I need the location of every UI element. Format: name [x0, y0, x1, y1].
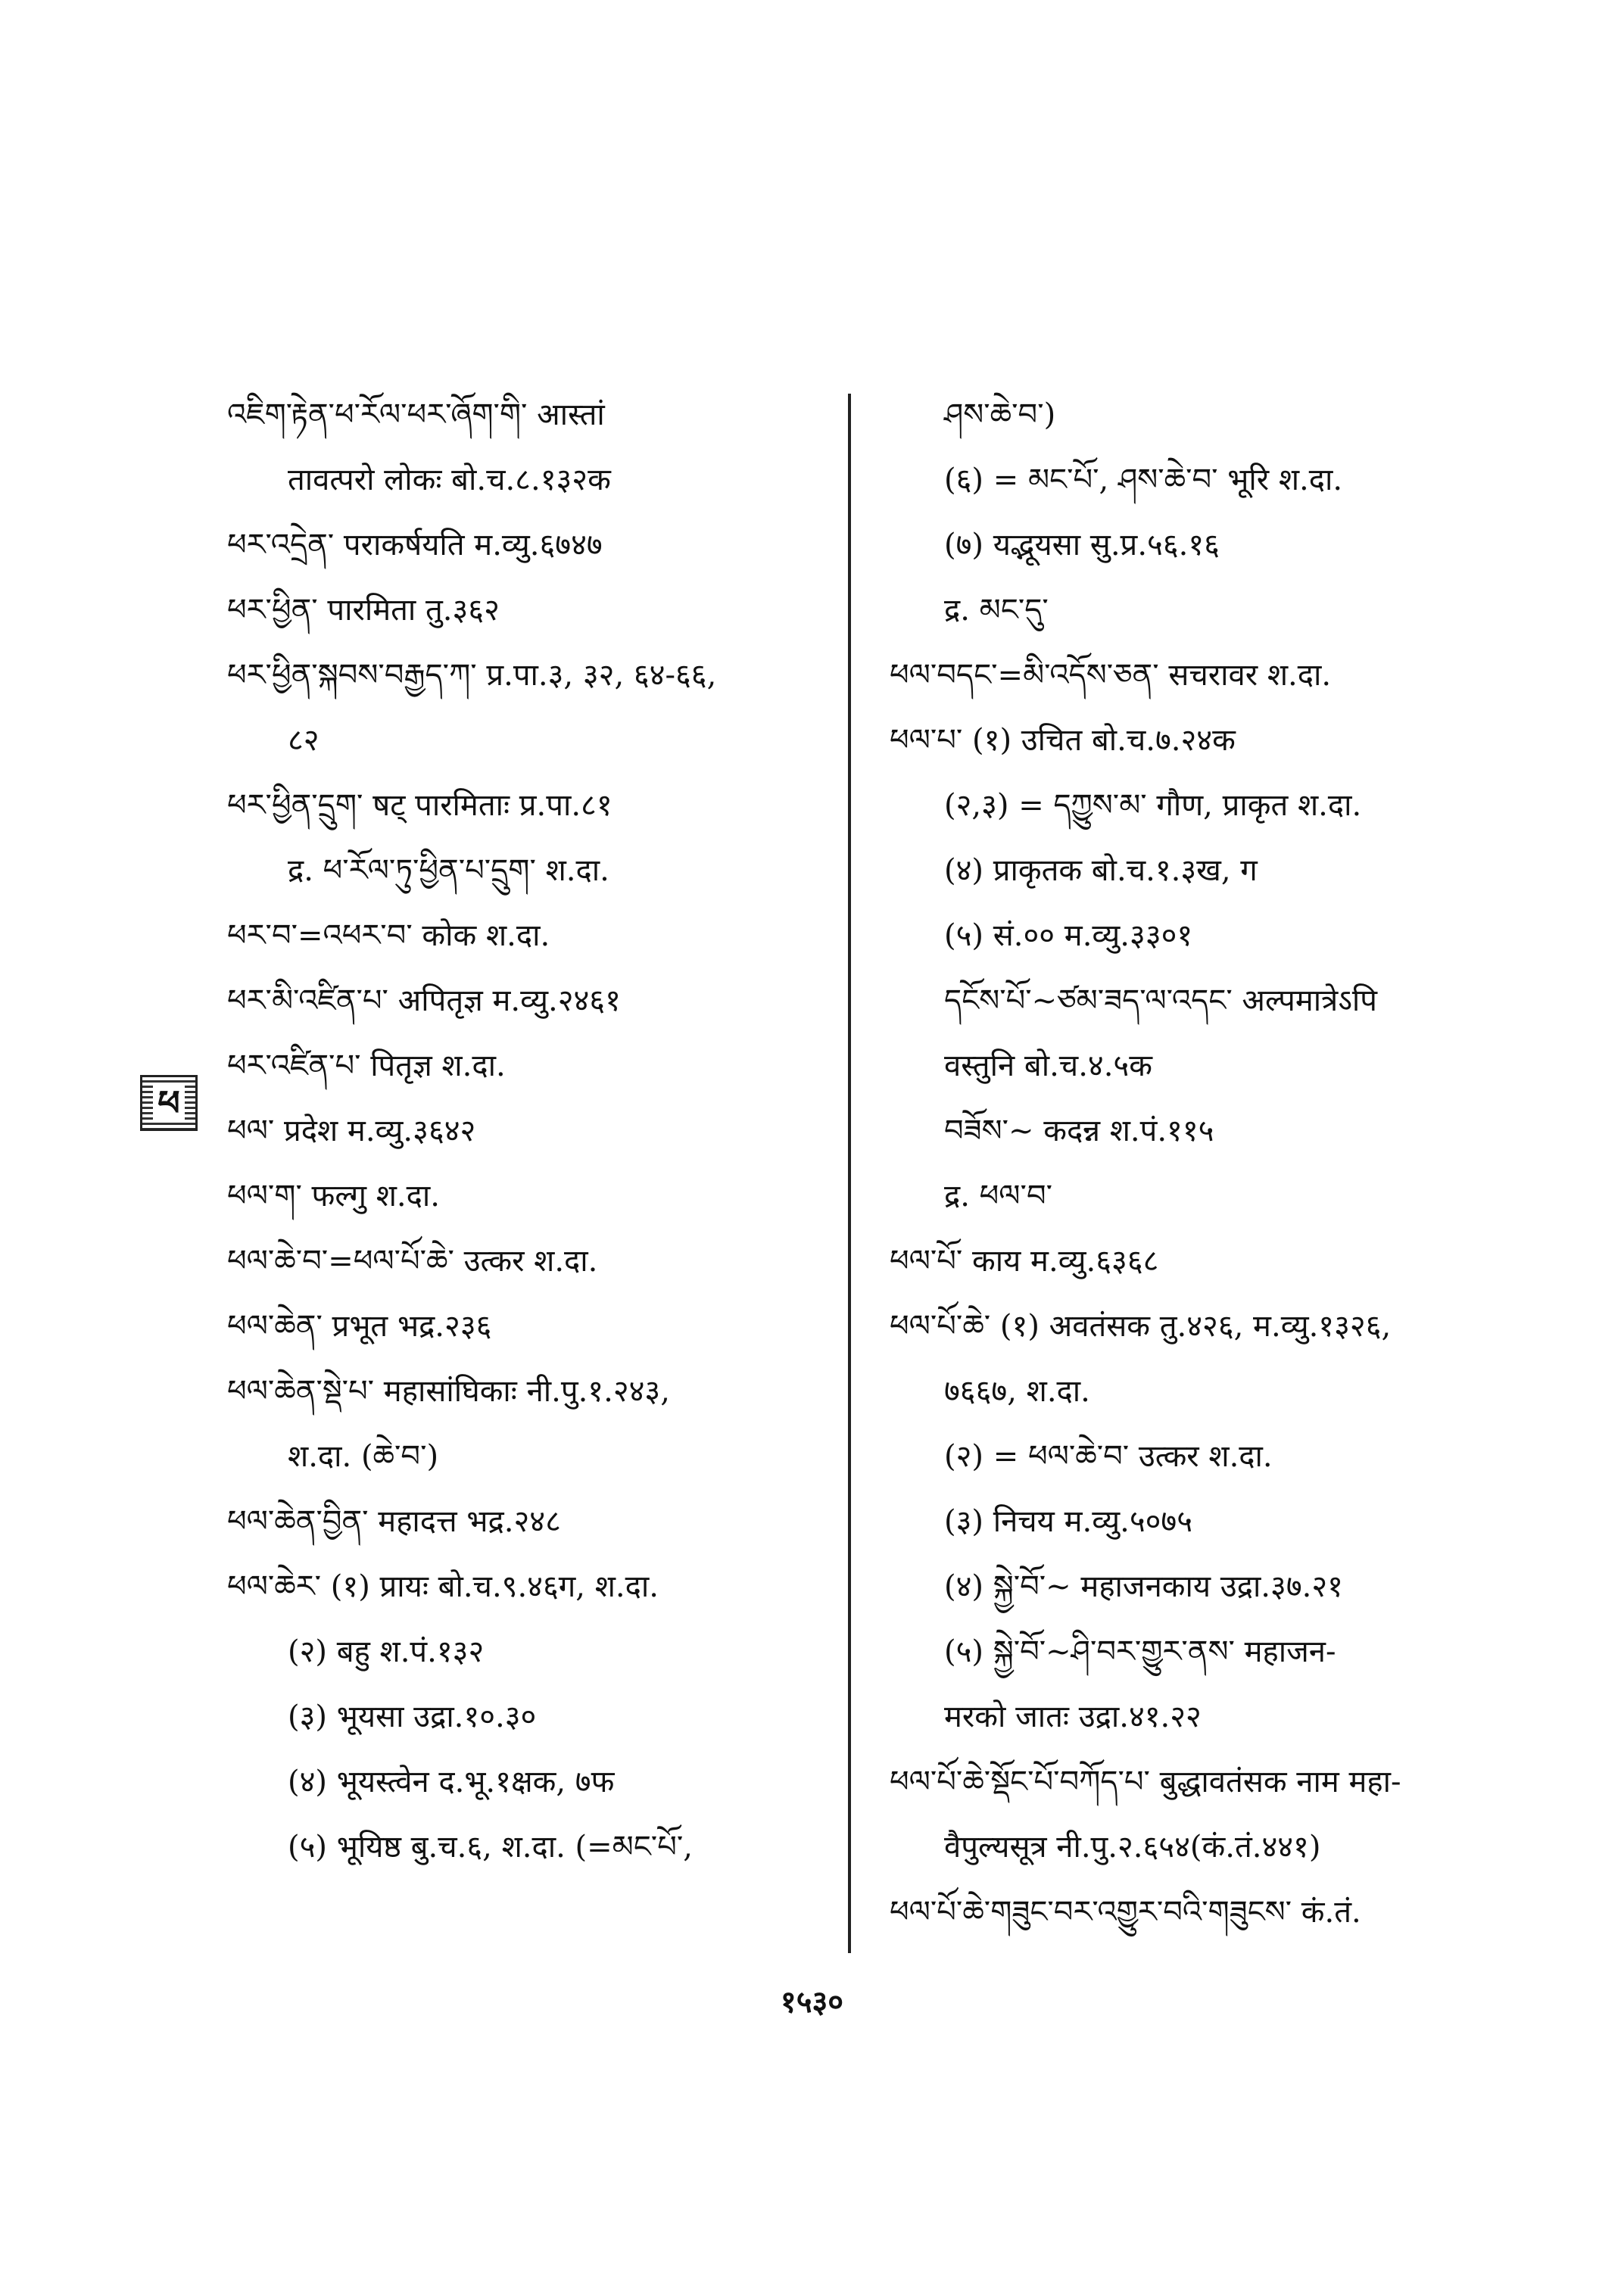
entry-line: ཕལ་ཆེན་བྱིན་ महादत्त भद्र.२४८ — [227, 1504, 561, 1539]
entry-line: ཕལ་པོ་ काय म.व्यु.६३६८ — [890, 1244, 1159, 1279]
entry-line: (३) भूयसा उद्रा.१०.३० — [288, 1699, 537, 1734]
entry-line: ཕལ་པ་ (१) उचित बो.च.७.२४क — [890, 723, 1236, 758]
entry-line: ཕར་ཕྱིན་སྐབས་བརྒྱད་ཀ་ प्र.पा.३, ३२, ६४-६६, — [227, 658, 717, 693]
entry-line: मरको जातः उद्रा.४१.२२ — [944, 1699, 1202, 1734]
entry-line: द्र. ཕ་རོལ་ཏུ་ཕྱིན་པ་དྲུག་ श.दा. — [288, 853, 609, 888]
entry-line: ७६६७, श.दा. — [944, 1374, 1090, 1409]
entry-line: ཕལ་པོ་ཆེ་སྡོང་པོ་བཀོད་པ་ बुद्धावतंसक नाम महा- — [890, 1765, 1401, 1799]
entry-line: वैपुल्यसूत्र नी.पु.२.६५४(कं.तं.४४१) — [944, 1830, 1321, 1865]
entry-line: ཕར་བ་=འཕར་བ་ कोक श.दा. — [227, 918, 550, 953]
entry-line: ཕལ་པོ་ཆེ་གཟུང་བར་འགྱུར་བའི་གཟུངས་ कं.तं. — [890, 1895, 1361, 1930]
entry-line: (५) सं.०० म.व्यु.३३०१ — [944, 918, 1193, 953]
entry-line: ཕལ་ཆེར་ (१) प्रायः बो.च.९.४६ग, श.दा. — [227, 1569, 659, 1604]
entry-line: ཕར་ཕྱིན་ पारमिता तु.३६२ — [227, 593, 500, 628]
entry-line: (७) यद्भूयसा सु.प्र.५६.१६ — [944, 528, 1220, 562]
entry-line: (४) प्राकृतक बो.च.१.३ख, ग — [944, 853, 1258, 888]
entry-line: (४) भूयस्त्वेन द.भू.१क्षक, ७फ — [288, 1765, 615, 1799]
entry-line: (४) སྐྱེ་བོ་~ महाजनकाय उद्रा.३७.२१ — [944, 1569, 1343, 1604]
entry-line: ཕལ་ प्रदेश म.व्यु.३६४२ — [227, 1114, 476, 1148]
entry-line: ཕལ་ཆེན་སྡེ་པ་ महासांघिकाः नी.पु.१.२४३, — [227, 1374, 670, 1409]
entry-line: ཕལ་ག་ फल्गु श.दा. — [227, 1179, 440, 1213]
section-letter: ཕ — [153, 1083, 185, 1123]
entry-line: (५) སྐྱེ་བོ་~ཤི་བར་གྱུར་ནས་ महाजन- — [944, 1634, 1336, 1669]
entry-line: द्र. ཕལ་བ་ — [944, 1179, 1052, 1213]
right-column — [890, 382, 1526, 1945]
entry-line: ཕལ་ཆེན་ प्रभूत भद्र.२३६ — [227, 1309, 492, 1344]
entry-line: ८२ — [288, 723, 320, 758]
entry-line: ཕར་འདྲེན་ पराकर्षयति म.व्यु.६७४७ — [227, 528, 603, 562]
entry-line: ཕར་འཛིན་པ་ पितृज्ञ श.दा. — [227, 1048, 506, 1083]
entry-line: (२,३) = དཀྱུས་མ་ गौण, प्राकृत श.दा. — [944, 788, 1362, 823]
entry-line: वस्तुनि बो.च.४.५क — [944, 1048, 1152, 1083]
entry-line: (५) भूयिष्ठ बु.च.६, श.दा. (=མང་པོ་, — [288, 1830, 693, 1865]
column-divider — [848, 394, 851, 1953]
entry-line: द्र. མང་དུ་ — [944, 593, 1049, 628]
left-column — [227, 382, 833, 1880]
entry-line: (३) निचय म.व्यु.५०७५ — [944, 1504, 1193, 1539]
entry-line: ཕལ་ཆེ་བ་=ཕལ་པོ་ཆེ་ उत्कर श.दा. — [227, 1244, 598, 1279]
entry-line: (२) = ཕལ་ཆེ་བ་ उत्कर श.दा. — [944, 1439, 1273, 1474]
entry-line: तावत्परो लोकः बो.च.८.१३२क — [288, 463, 611, 497]
entry-line: ཤས་ཆེ་བ་) — [944, 397, 1056, 432]
entry-line: ཕལ་པོ་ཆེ་ (१) अवतंसक तु.४२६, म.व्यु.१३२६, — [890, 1309, 1392, 1344]
entry-line: (२) बहु श.पं.१३२ — [288, 1634, 485, 1669]
page-number: १५३० — [780, 1984, 844, 2020]
entry-line: ཕར་མི་འཛིན་པ་ अपितृज्ञ म.व्यु.२४६१ — [227, 983, 621, 1018]
entry-line: བཟོས་~ कदन्न श.पं.११५ — [944, 1114, 1214, 1148]
section-letter-tab — [140, 1075, 198, 1131]
entry-line: ཕལ་བདང་=མི་འདོས་ཅན་ सचरावर श.दा. — [890, 658, 1332, 693]
entry-line: श.दा. (ཆེ་བ་) — [288, 1439, 439, 1474]
entry-line: (६) = མང་པོ་, ཤས་ཆེ་བ་ भूरि श.दा. — [944, 463, 1343, 497]
entry-line: ཕར་ཕྱིན་དྲུག་ षट् पारमिताः प्र.पा.८१ — [227, 788, 613, 823]
entry-line: འཇིག་རྟེན་ཕ་རོལ་ཕར་ཞོག་གི་ आस्तां — [227, 397, 605, 432]
entry-line: དངོས་པོ་~ཙམ་ཟད་ལ་འདང་ अल्पमात्रेऽपि — [944, 983, 1377, 1018]
